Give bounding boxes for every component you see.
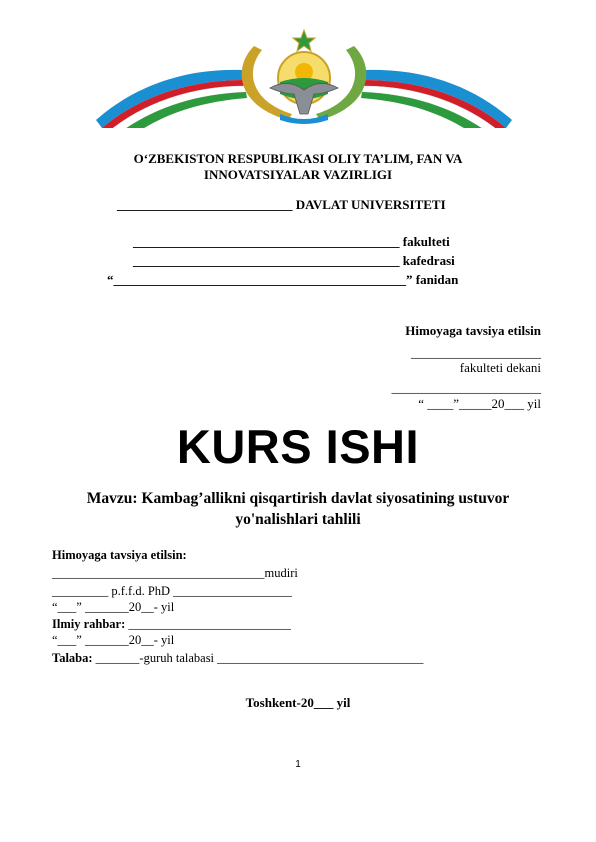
dean-signature-line: _______________________ bbox=[391, 380, 541, 395]
subject-line: “_____________________________________________” fanidan bbox=[107, 272, 459, 287]
approval-blank-line: ____________________ bbox=[411, 345, 541, 360]
supervisor-blank: __________________________ bbox=[125, 617, 291, 631]
supervisor-label: Ilmiy rahbar: bbox=[52, 617, 126, 631]
ministry-title-line2: INNOVATSIYALAR VAZIRLIGI bbox=[203, 167, 393, 182]
ministry-title-line1: O‘ZBEKISTON RESPUBLIKASI OLIY TA’LIM, FAN VA bbox=[133, 151, 463, 166]
defense-date-line: “___” _______20__- yil bbox=[52, 600, 175, 614]
topic-line2: yo'nalishlari tahlili bbox=[235, 511, 361, 528]
department-head-line: __________________________________mudiri bbox=[52, 566, 298, 580]
student-line bbox=[52, 651, 423, 666]
defense-title: Himoyaga tavsiya etilsin: bbox=[52, 548, 187, 562]
star-icon bbox=[293, 30, 315, 51]
department-line: _________________________________________ kafedrasi bbox=[133, 253, 455, 268]
faculty-line: _________________________________________ fakulteti bbox=[133, 234, 450, 249]
page-number: 1 bbox=[295, 759, 301, 770]
supervisor-date-line: “___” _______20__- yil bbox=[52, 633, 175, 647]
university-line: ___________________________ DAVLAT UNIVERSITETI bbox=[117, 197, 446, 212]
uzbekistan-emblem-icon bbox=[92, 28, 516, 128]
student-group-line: _______-guruh talabasi _________________________________ bbox=[92, 651, 424, 665]
right-flag-ribbon bbox=[361, 70, 512, 128]
student-label: Talaba: bbox=[52, 651, 93, 665]
dean-label: fakulteti dekani bbox=[459, 360, 541, 375]
phd-line: _________ p.f.f.d. PhD ___________________ bbox=[52, 584, 292, 598]
supervisor-line bbox=[52, 617, 291, 632]
approval-title: Himoyaga tavsiya etilsin bbox=[405, 323, 541, 338]
approval-date: “ ____”_____20___ yil bbox=[418, 396, 541, 411]
main-title: KURS ISHI bbox=[176, 420, 420, 473]
topic-line1: Mavzu: Kambag’allikni qisqartirish davlat siyosatining ustuvor bbox=[86, 490, 510, 507]
place-year: Toshkent-20___ yil bbox=[245, 695, 351, 710]
left-flag-ribbon bbox=[96, 70, 247, 128]
